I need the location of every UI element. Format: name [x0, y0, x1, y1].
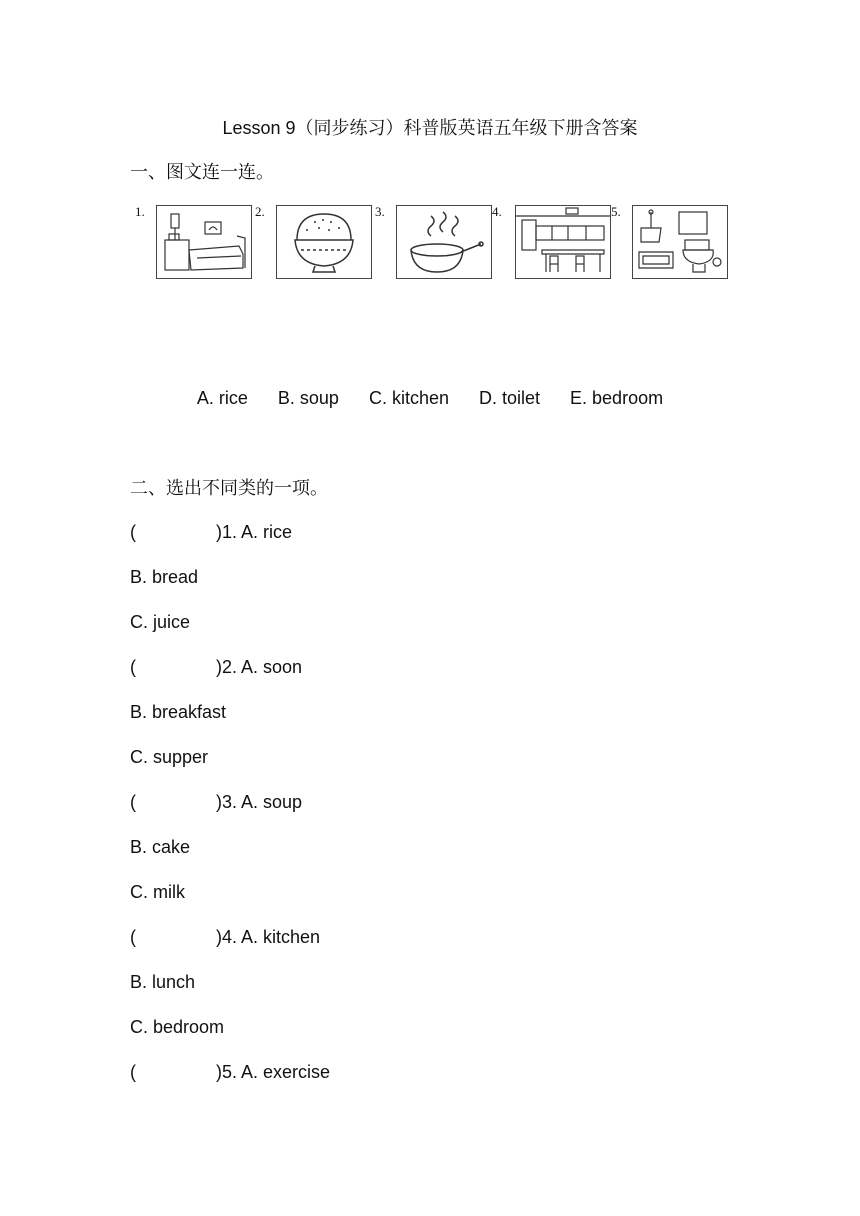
answer-blank: (: [130, 1062, 136, 1082]
option-d: D. toilet: [479, 388, 541, 408]
rice-bowl-icon: [276, 205, 372, 279]
choice-line: B. bread: [130, 567, 199, 587]
answer-blank: (: [130, 657, 136, 677]
picture-number: 2.: [255, 204, 265, 219]
section2-heading: 二、选出不同类的一项。: [130, 478, 328, 499]
kitchen-icon: [515, 205, 611, 279]
question-text: )5. A. exercise: [216, 1062, 331, 1082]
page-title: Lesson 9（同步练习）科普版英语五年级下册含答案: [222, 118, 638, 138]
question-line: [130, 789, 302, 815]
choice-line: C. supper: [130, 747, 209, 767]
picture-number: 3.: [375, 204, 385, 219]
answer-blank: (: [130, 522, 136, 542]
question-text: )3. A. soup: [216, 792, 303, 812]
choice-line: B. lunch: [130, 972, 196, 992]
question-text: )2. A. soon: [216, 657, 303, 677]
option-c: C. kitchen: [368, 388, 449, 408]
question-text: )1. A. rice: [216, 522, 293, 542]
answer-blank: (: [130, 792, 136, 812]
question-line: [130, 924, 320, 950]
picture-row: [130, 200, 730, 284]
choice-line: B. cake: [130, 837, 191, 857]
option-b: B. soup: [277, 388, 339, 408]
picture-number: 1.: [135, 204, 145, 219]
choice-line: C. juice: [130, 612, 191, 632]
choice-line: C. bedroom: [130, 1017, 225, 1037]
question-text: )4. A. kitchen: [216, 927, 321, 947]
question-line: [130, 654, 302, 680]
choice-line: C. milk: [130, 882, 185, 902]
section1-heading: 一、图文连一连。: [130, 162, 274, 183]
soup-pot-icon: [396, 205, 492, 279]
picture-number: 4.: [492, 204, 502, 219]
question-line: [130, 519, 292, 545]
toilet-icon: [632, 205, 728, 279]
question-line: [130, 1059, 330, 1085]
choice-line: B. breakfast: [130, 702, 227, 722]
answer-blank: (: [130, 927, 136, 947]
answer-options: [0, 385, 860, 411]
option-e: E. bedroom: [570, 388, 664, 408]
bedroom-icon: [156, 205, 252, 279]
option-a: A. rice: [196, 388, 248, 408]
picture-number: 5.: [611, 204, 621, 219]
